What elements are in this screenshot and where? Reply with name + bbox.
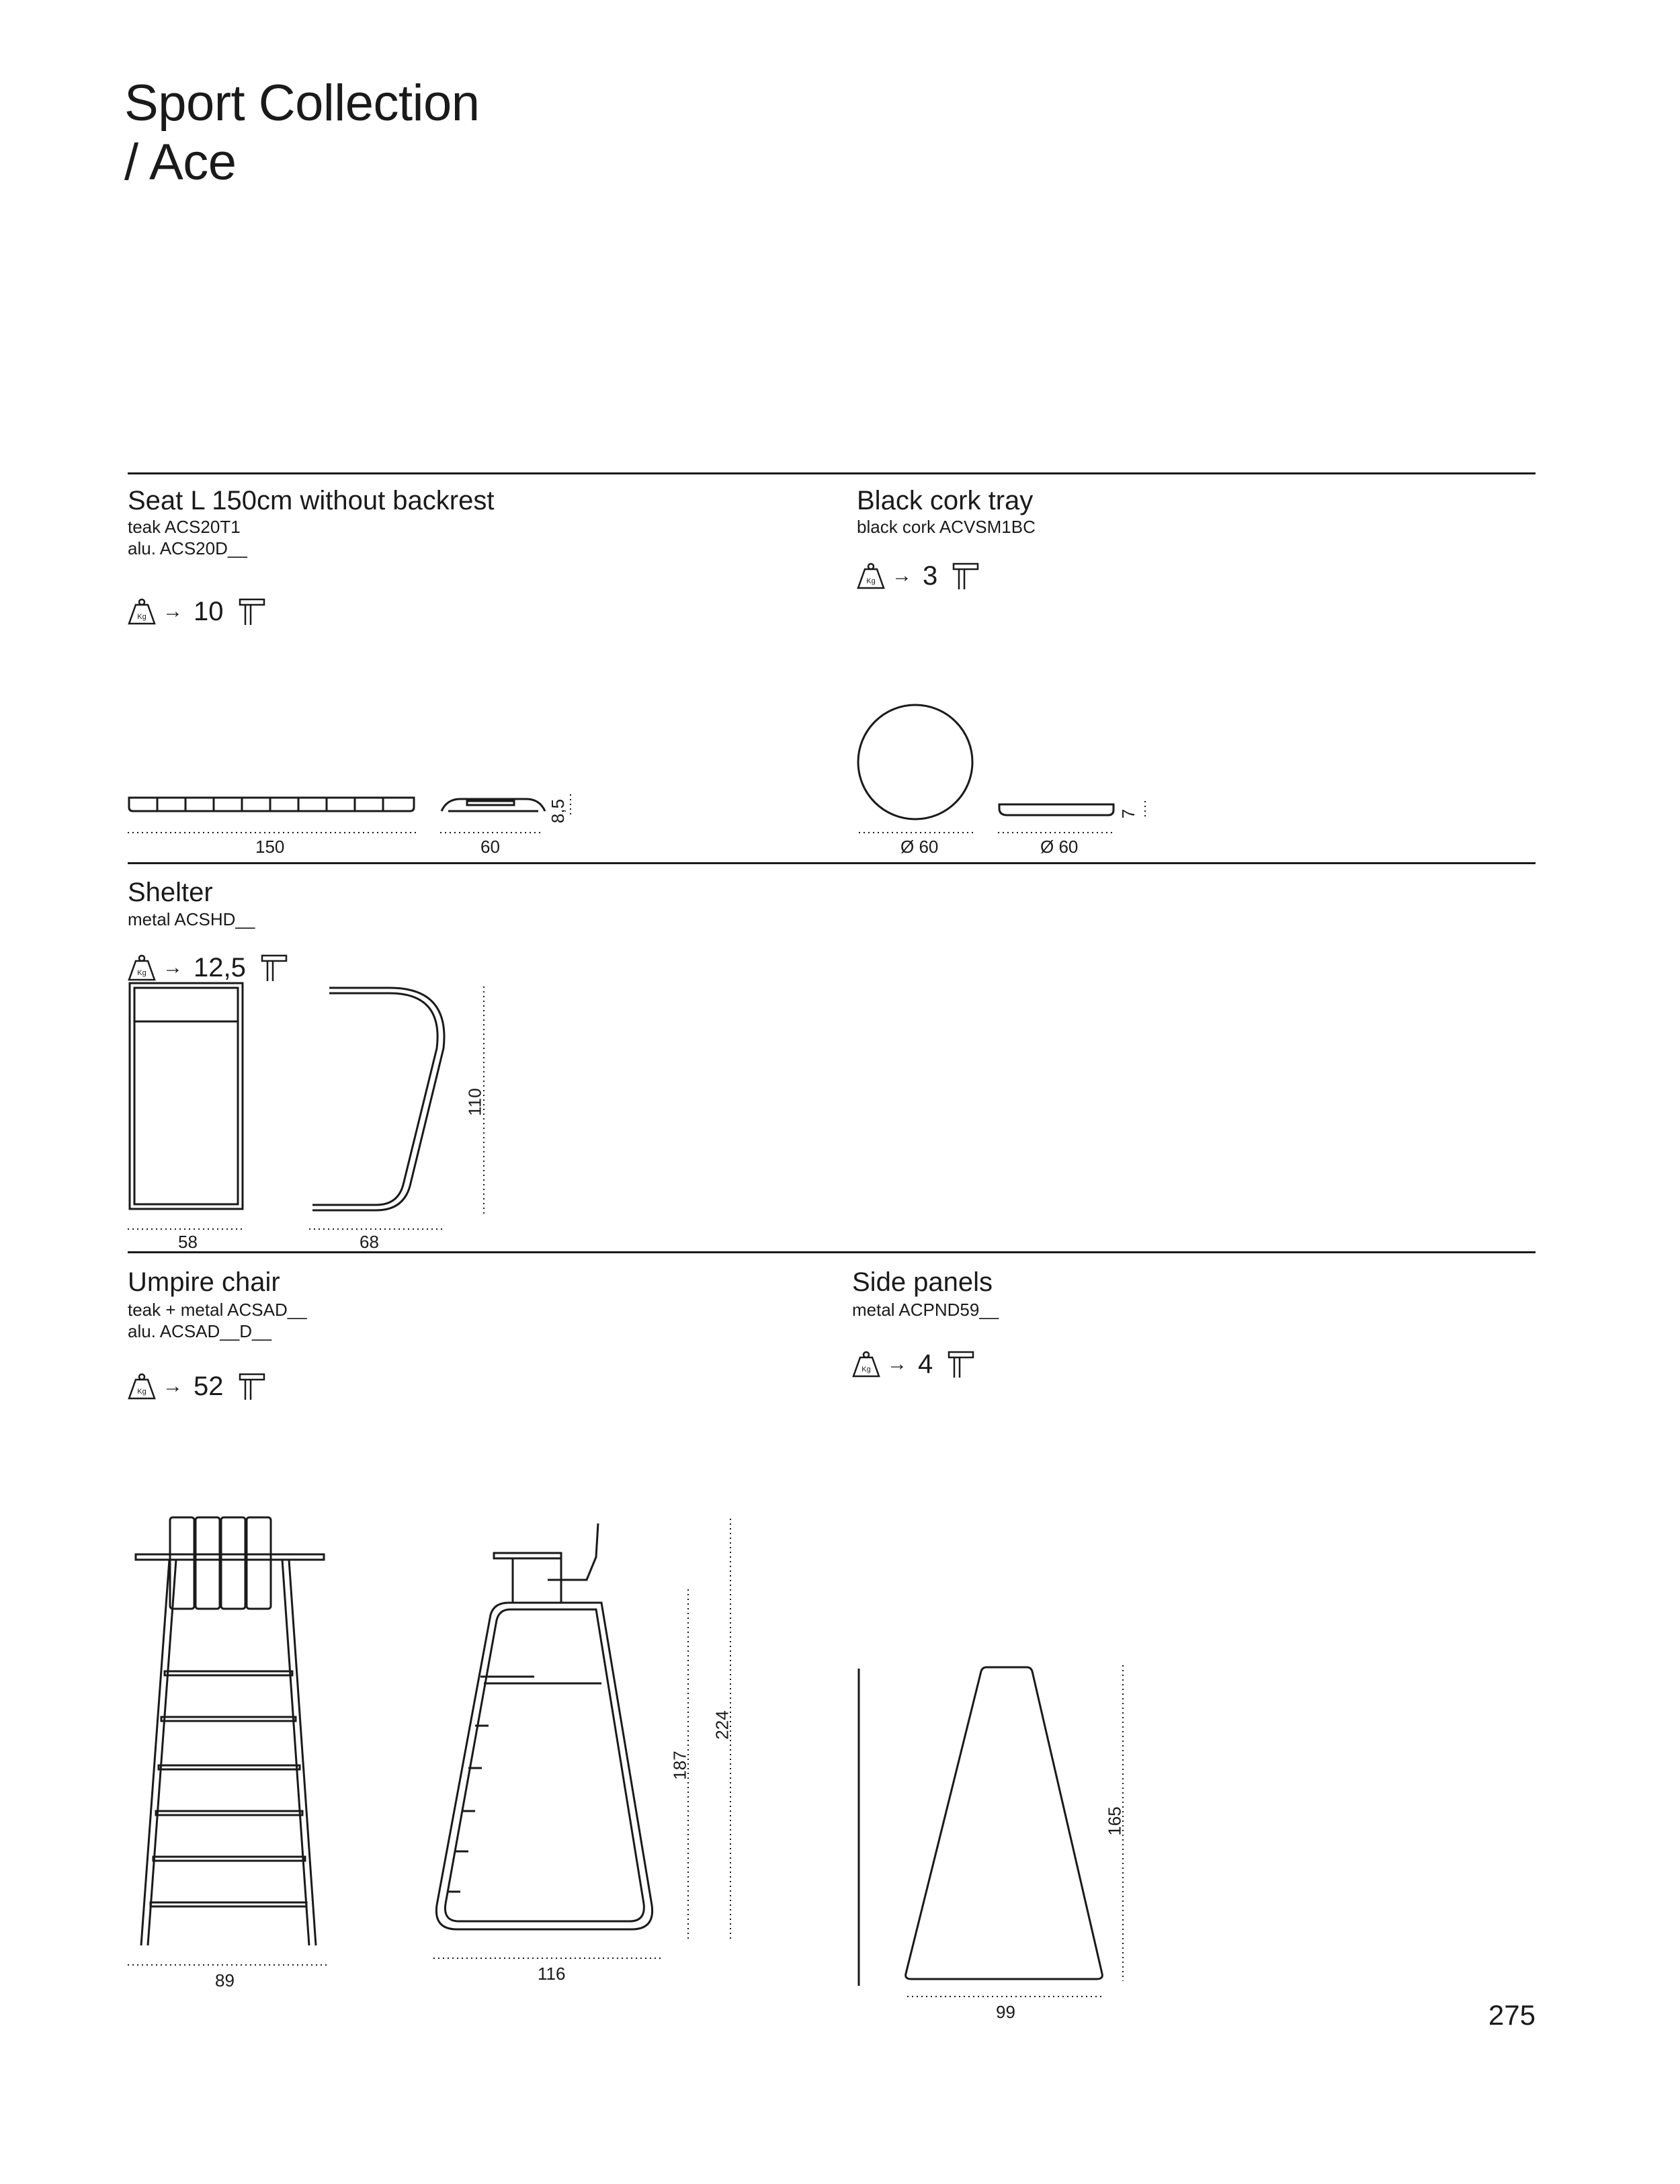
panel-height-label: 165 [1104, 1806, 1125, 1836]
shelter-depth-label: 68 [360, 1232, 379, 1252]
assembly-tool-icon [948, 1349, 976, 1379]
umpire-width-label: 89 [215, 1970, 235, 1990]
seat-material-teak: teak ACS20T1 [128, 517, 241, 537]
tray-title: Black cork tray [857, 486, 1034, 515]
seat-length-label: 150 [255, 837, 285, 857]
weight-kg-icon [851, 1351, 882, 1378]
umpire-material-alu: alu. ACSAD__D__ [128, 1321, 271, 1341]
umpire-height-label: 224 [712, 1710, 732, 1740]
tray-height-label: 7 [1118, 808, 1139, 819]
seat-weight-value: 10 [194, 596, 224, 626]
umpire-title: Umpire chair [128, 1267, 280, 1297]
umpire-weight [126, 1366, 267, 1406]
shelter-height-label: 110 [464, 1088, 485, 1116]
umpire-front-view [128, 1515, 336, 1952]
assembly-tool-icon [952, 561, 980, 591]
side-panel-view [853, 1663, 1122, 1992]
weight-arrow: → [163, 956, 183, 978]
title-line-2: / Ace [124, 134, 237, 191]
umpire-weight-value: 52 [194, 1371, 224, 1401]
seat-height-label: 8,5 [548, 798, 569, 824]
weight-kg-icon [126, 598, 157, 625]
tray-material: black cork ACVSM1BC [857, 517, 1036, 537]
assembly-tool-icon [239, 597, 267, 626]
seat-material-alu: alu. ACS20D__ [128, 538, 247, 558]
assembly-tool-icon [261, 953, 289, 982]
seat-depth-label: 60 [480, 837, 500, 857]
umpire-material-teak: teak + metal ACSAD__ [128, 1300, 307, 1320]
panels-material: metal ACPND59__ [852, 1300, 999, 1320]
page-number: 275 [1488, 1999, 1536, 2031]
umpire-seat-height-label: 187 [669, 1751, 690, 1780]
tray-weight-value: 3 [923, 560, 938, 591]
weight-arrow: → [887, 1353, 907, 1375]
seat-weight [126, 591, 267, 632]
svg-text:Kg: Kg [137, 1388, 146, 1396]
seat-title: Seat L 150cm without backrest [128, 486, 495, 515]
umpire-side-view [427, 1515, 622, 1952]
svg-text:Kg: Kg [137, 613, 146, 621]
shelter-side-view [309, 984, 457, 1220]
shelter-weight-value: 12,5 [194, 952, 246, 982]
shelter-material: metal ACSHD__ [128, 909, 255, 929]
panels-weight-value: 4 [918, 1349, 933, 1379]
panels-weight [851, 1344, 976, 1384]
divider-middle [128, 862, 1536, 864]
tray-top-diameter-label: Ø 60 [900, 837, 939, 857]
tray-top-view [857, 704, 978, 825]
svg-text:Kg: Kg [137, 969, 146, 977]
tray-side-view [998, 803, 1119, 823]
shelter-width-label: 58 [178, 1232, 198, 1252]
shelter-front-view [128, 981, 249, 1216]
tray-side-diameter-label: Ø 60 [1040, 837, 1079, 857]
panel-width-label: 99 [996, 2002, 1015, 2022]
svg-text:Kg: Kg [866, 577, 876, 585]
shelter-title: Shelter [128, 878, 213, 907]
weight-arrow: → [892, 564, 912, 587]
seat-side-view [440, 796, 548, 823]
panels-title: Side panels [852, 1267, 993, 1297]
weight-kg-icon [855, 562, 886, 589]
page-title [124, 74, 480, 192]
weight-arrow: → [163, 600, 183, 622]
assembly-tool-icon [239, 1372, 267, 1401]
tray-weight [855, 556, 980, 596]
weight-arrow: → [163, 1375, 183, 1397]
divider-bottom [128, 1251, 1536, 1253]
umpire-depth-label: 116 [538, 1964, 566, 1984]
seat-top-view [128, 796, 423, 823]
svg-text:Kg: Kg [862, 1366, 871, 1374]
weight-kg-icon [126, 1373, 157, 1400]
weight-kg-icon [126, 954, 157, 981]
divider-top [128, 472, 1536, 474]
title-line-1: Sport Collection [124, 75, 480, 132]
